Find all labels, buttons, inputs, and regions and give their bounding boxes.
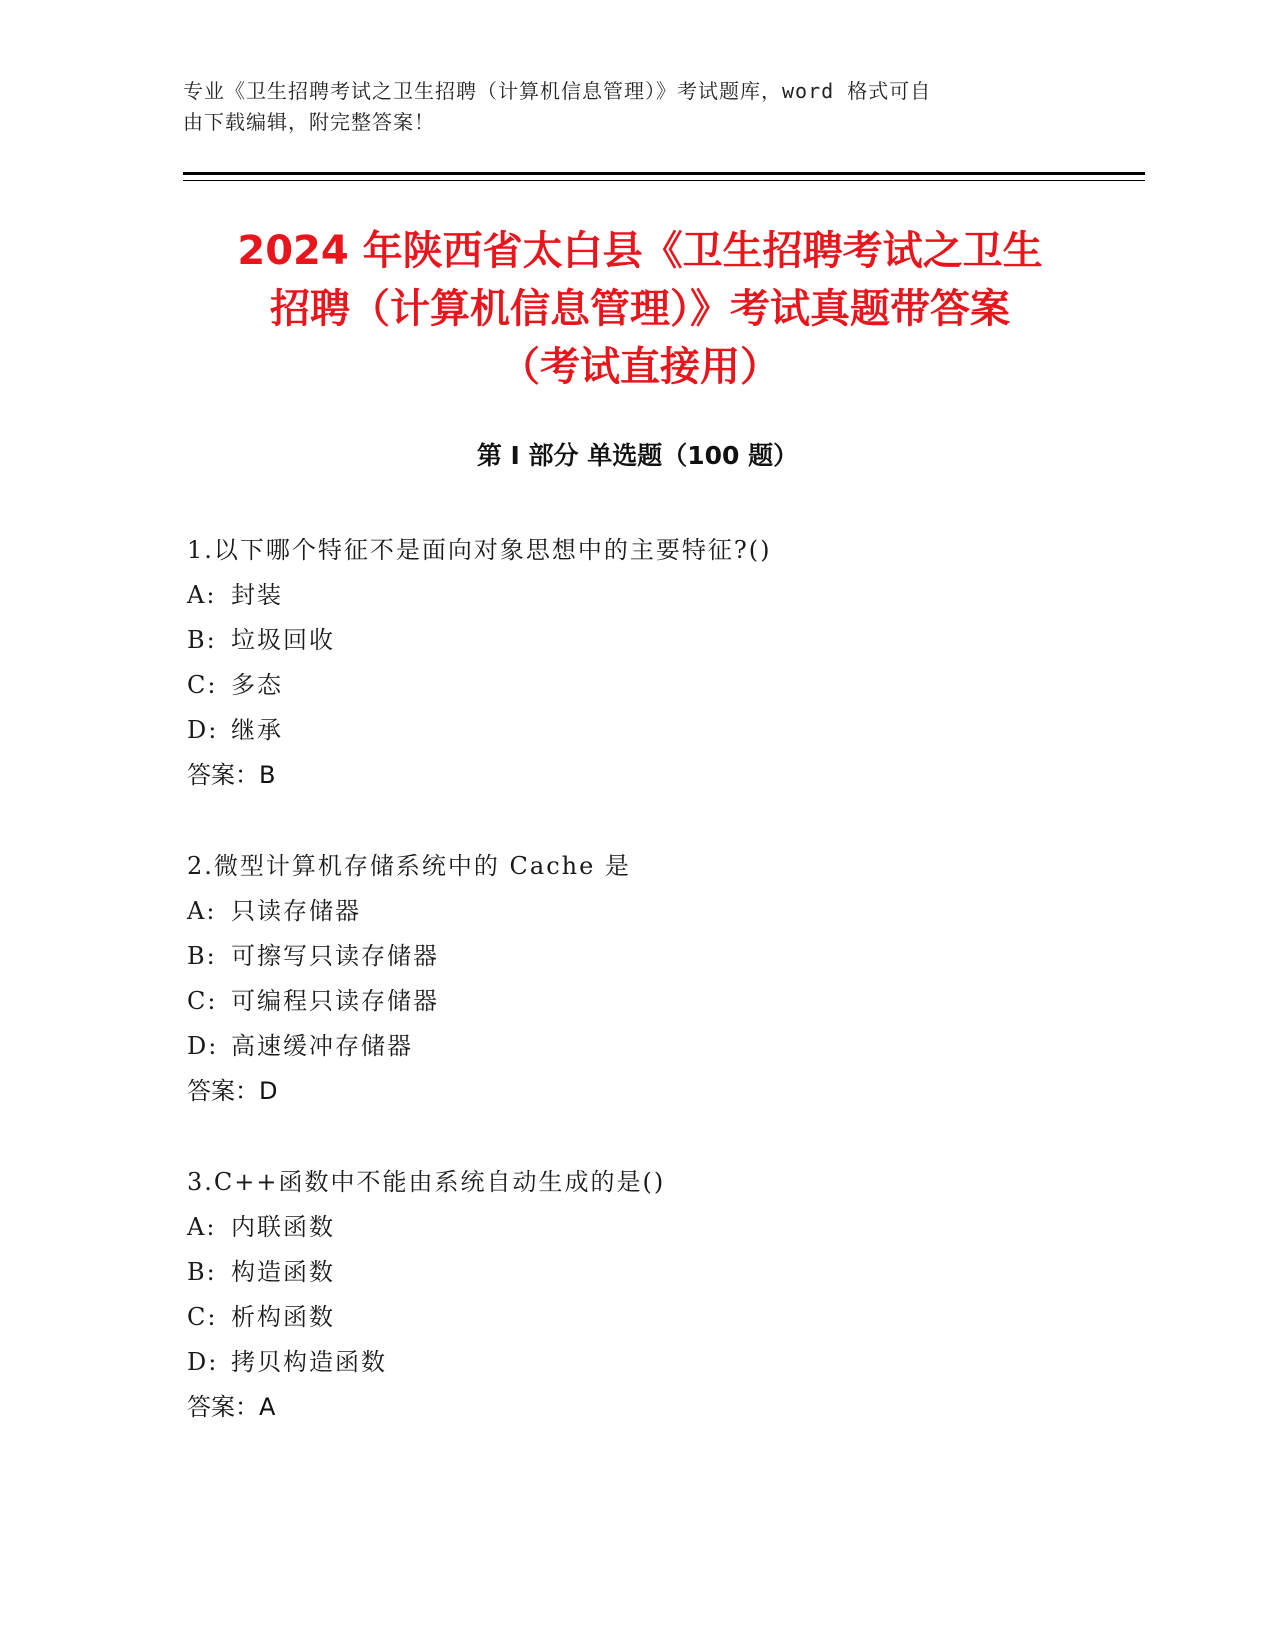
option-key: A: <box>187 581 217 609</box>
option-key: D: <box>187 1348 219 1376</box>
option-text: 多态 <box>231 671 283 699</box>
answer-label: 答案： <box>187 761 259 789</box>
option-c <box>187 1295 1087 1340</box>
option-text: 垃圾回收 <box>231 626 335 654</box>
answer-label: 答案： <box>187 1077 259 1105</box>
option-text: 内联函数 <box>231 1213 335 1241</box>
option-d <box>187 708 1087 753</box>
option-text: 只读存储器 <box>231 897 361 925</box>
option-key: A: <box>187 1213 217 1241</box>
option-key: B: <box>187 942 217 970</box>
option-text: 高速缓冲存储器 <box>231 1032 413 1060</box>
section-heading: 第 I 部分 单选题（100 题） <box>476 441 799 470</box>
answer-line <box>187 753 1087 798</box>
header-rule-thick <box>183 172 1145 175</box>
option-a <box>187 1205 1087 1250</box>
option-key: C: <box>187 1303 218 1331</box>
header-note-line-1: 专业《卫生招聘考试之卫生招聘（计算机信息管理）》考试题库，word 格式可自 <box>183 79 932 103</box>
option-key: D: <box>187 716 219 744</box>
answer-value: A <box>259 1393 276 1421</box>
option-b <box>187 618 1087 663</box>
option-key: C: <box>187 671 218 699</box>
document-title-line-3: （考试直接用） <box>500 344 780 390</box>
header-rule-thin <box>183 180 1145 181</box>
header-note-line-2: 由下载编辑，附完整答案！ <box>183 110 435 134</box>
option-text: 构造函数 <box>231 1258 335 1286</box>
answer-value: B <box>259 761 276 789</box>
document-title <box>170 222 1110 396</box>
option-d <box>187 1024 1087 1069</box>
option-text: 封装 <box>231 581 283 609</box>
answer-line <box>187 1069 1087 1114</box>
question-stem: 2.微型计算机存储系统中的 Cache 是 <box>187 852 631 880</box>
option-c <box>187 663 1087 708</box>
question-2 <box>187 844 1087 1114</box>
option-b <box>187 1250 1087 1295</box>
option-key: B: <box>187 626 217 654</box>
question-list <box>187 528 1087 1476</box>
option-b <box>187 934 1087 979</box>
option-text: 可编程只读存储器 <box>231 987 439 1015</box>
option-text: 析构函数 <box>231 1303 335 1331</box>
option-a <box>187 889 1087 934</box>
option-a <box>187 573 1087 618</box>
option-text: 拷贝构造函数 <box>231 1348 387 1376</box>
answer-label: 答案： <box>187 1393 259 1421</box>
question-stem: 3.C++函数中不能由系统自动生成的是() <box>187 1168 666 1196</box>
question-stem: 1.以下哪个特征不是面向对象思想中的主要特征?() <box>187 536 772 564</box>
document-title-line-1: 2024 年陕西省太白县《卫生招聘考试之卫生 <box>237 228 1043 274</box>
question-3 <box>187 1160 1087 1430</box>
option-key: A: <box>187 897 217 925</box>
option-key: C: <box>187 987 218 1015</box>
answer-line <box>187 1385 1087 1430</box>
option-key: D: <box>187 1032 219 1060</box>
question-1 <box>187 528 1087 798</box>
option-c <box>187 979 1087 1024</box>
option-text: 可擦写只读存储器 <box>231 942 439 970</box>
option-d <box>187 1340 1087 1385</box>
header-note <box>183 76 1063 138</box>
answer-value: D <box>259 1077 278 1105</box>
document-title-line-2: 招聘（计算机信息管理）》考试真题带答案 <box>270 286 1010 332</box>
option-text: 继承 <box>231 716 283 744</box>
option-key: B: <box>187 1258 217 1286</box>
